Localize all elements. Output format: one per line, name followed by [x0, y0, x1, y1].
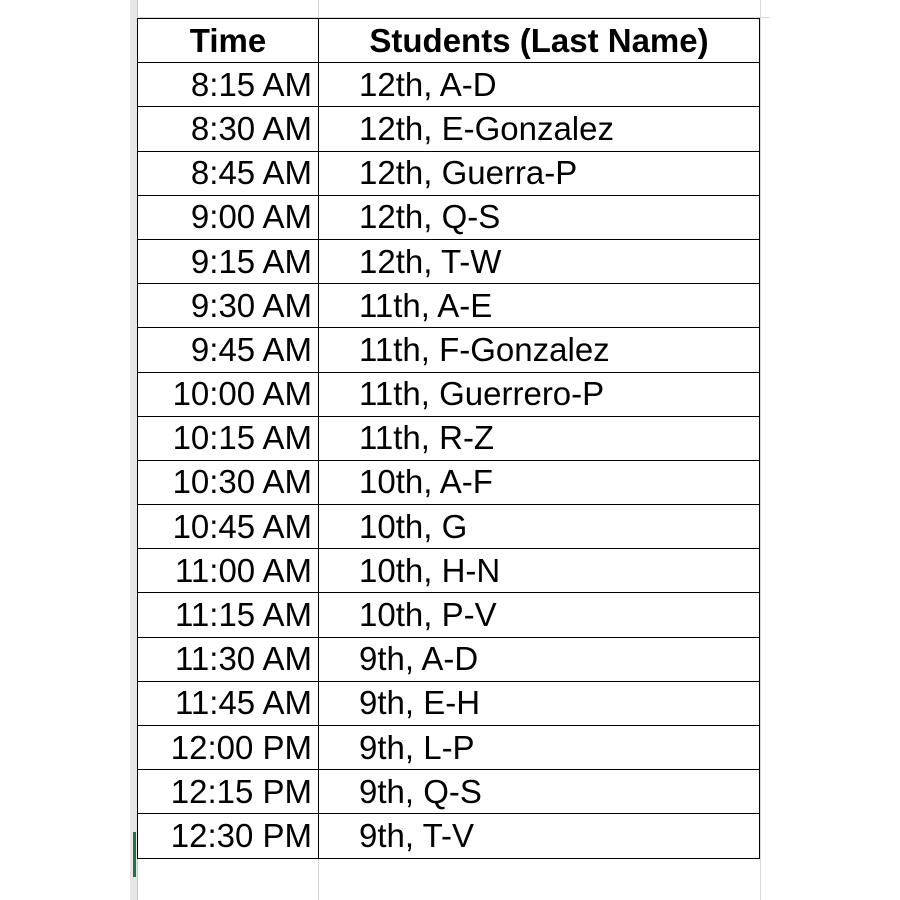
header-row [138, 19, 760, 63]
table-row [138, 239, 760, 283]
time-cell[interactable]: 9:15 AM [138, 239, 319, 283]
table-row [138, 151, 760, 195]
table-row [138, 460, 760, 504]
time-cell[interactable]: 8:30 AM [138, 107, 319, 151]
table-row [138, 814, 760, 858]
students-cell[interactable]: 10th, H-N [319, 549, 760, 593]
students-cell[interactable]: 11th, F-Gonzalez [319, 328, 760, 372]
active-row-marker [133, 832, 136, 877]
time-header-cell[interactable]: Time [138, 19, 319, 63]
column-gridline [760, 0, 761, 900]
time-cell[interactable]: 9:45 AM [138, 328, 319, 372]
time-cell[interactable]: 9:30 AM [138, 284, 319, 328]
students-cell[interactable]: 9th, Q-S [319, 770, 760, 814]
time-cell[interactable]: 11:15 AM [138, 593, 319, 637]
table-row [138, 284, 760, 328]
time-cell[interactable]: 12:15 PM [138, 770, 319, 814]
students-cell[interactable]: 9th, L-P [319, 726, 760, 770]
students-cell[interactable]: 10th, P-V [319, 593, 760, 637]
time-cell[interactable]: 11:45 AM [138, 681, 319, 725]
table-row [138, 372, 760, 416]
table-row [138, 195, 760, 239]
time-cell[interactable]: 8:15 AM [138, 63, 319, 107]
students-header-cell[interactable]: Students (Last Name) [319, 19, 760, 63]
table-row [138, 681, 760, 725]
students-cell[interactable]: 10th, G [319, 505, 760, 549]
time-cell[interactable]: 12:00 PM [138, 726, 319, 770]
table-row [138, 637, 760, 681]
students-cell[interactable]: 12th, Q-S [319, 195, 760, 239]
time-cell[interactable]: 10:00 AM [138, 372, 319, 416]
students-cell[interactable]: 12th, Guerra-P [319, 151, 760, 195]
students-cell[interactable]: 9th, E-H [319, 681, 760, 725]
students-cell[interactable]: 9th, A-D [319, 637, 760, 681]
students-cell[interactable]: 12th, A-D [319, 63, 760, 107]
time-cell[interactable]: 11:00 AM [138, 549, 319, 593]
students-cell[interactable]: 10th, A-F [319, 460, 760, 504]
students-cell[interactable]: 12th, E-Gonzalez [319, 107, 760, 151]
time-cell[interactable]: 10:15 AM [138, 416, 319, 460]
students-cell[interactable]: 11th, Guerrero-P [319, 372, 760, 416]
table-row [138, 770, 760, 814]
table-row [138, 549, 760, 593]
time-cell[interactable]: 10:45 AM [138, 505, 319, 549]
time-cell[interactable]: 11:30 AM [138, 637, 319, 681]
table-row [138, 416, 760, 460]
time-cell[interactable]: 12:30 PM [138, 814, 319, 858]
students-cell[interactable]: 11th, R-Z [319, 416, 760, 460]
table-row [138, 505, 760, 549]
students-cell[interactable]: 9th, T-V [319, 814, 760, 858]
table-row [138, 328, 760, 372]
table-row [138, 593, 760, 637]
students-cell[interactable]: 12th, T-W [319, 239, 760, 283]
time-cell[interactable]: 10:30 AM [138, 460, 319, 504]
students-cell[interactable]: 11th, A-E [319, 284, 760, 328]
time-cell[interactable]: 8:45 AM [138, 151, 319, 195]
schedule-table [137, 18, 760, 859]
table-row [138, 107, 760, 151]
time-cell[interactable]: 9:00 AM [138, 195, 319, 239]
table-row [138, 726, 760, 770]
table-row [138, 63, 760, 107]
schedule-rows [138, 63, 760, 858]
